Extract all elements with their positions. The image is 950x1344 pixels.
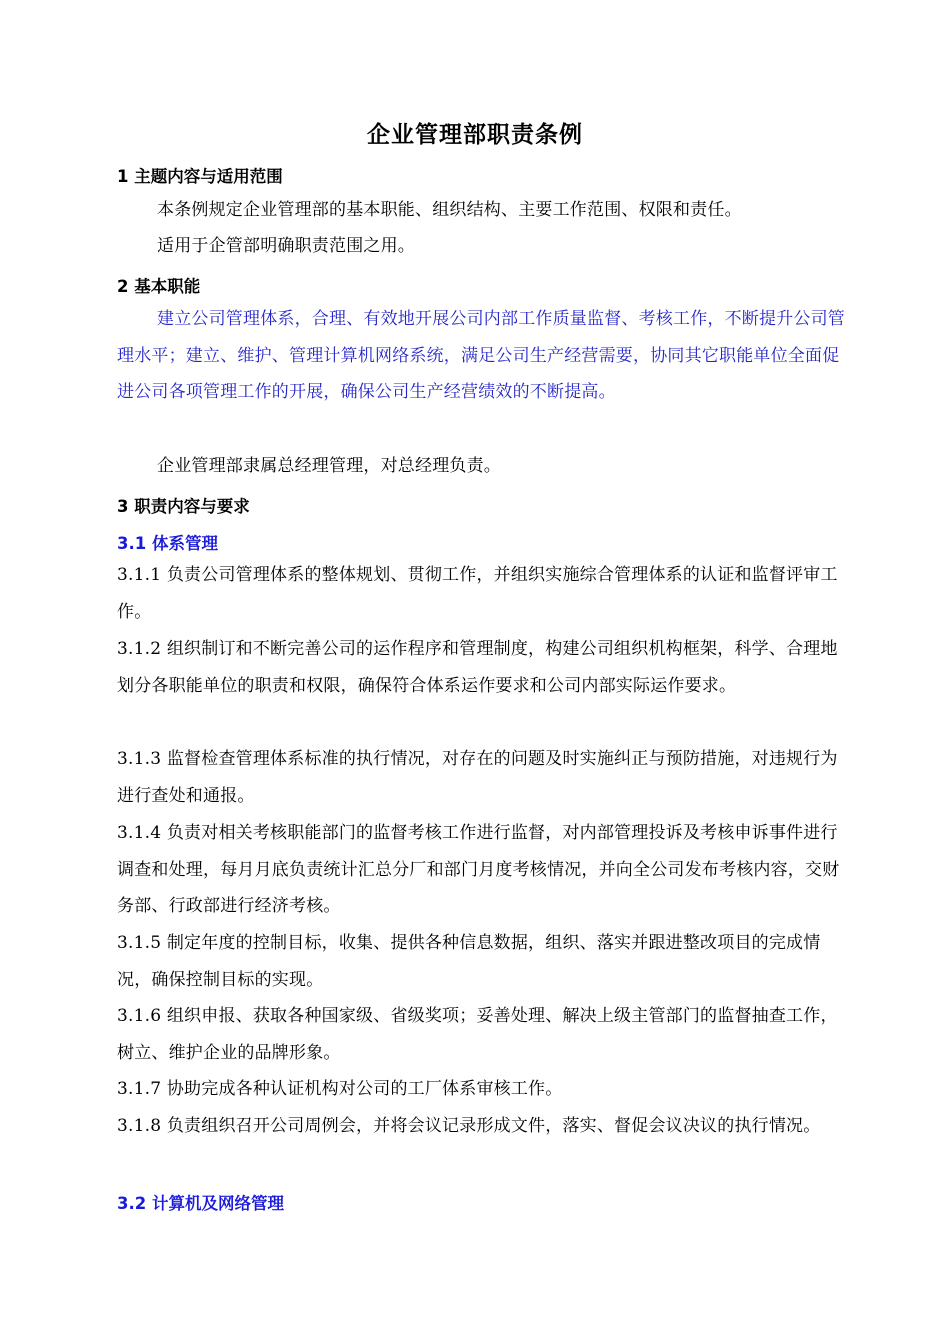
section-1-heading: 1 主题内容与适用范围 (117, 167, 283, 186)
list-item: 3.1.7 协助完成各种认证机构对公司的工厂体系审核工作。 (117, 1079, 563, 1099)
list-item: 3.1.8 负责组织召开公司周例会，并将会议记录形成文件，落实、督促会议决议的执行情况。 (117, 1116, 821, 1136)
section-2-paragraph: 建立公司管理体系，合理、有效地开展公司内部工作质量监督、考核工作，不断提升公司管理水平；建立、维护、管理计算机网络系统，满足公司生产经营需要，协同其它职能单位全面促进公司各项管理工作的开展，确保公司生产经营绩效的不断提高。 (117, 309, 845, 402)
section-1-paragraph: 适用于企管部明确职责范围之用。 (157, 236, 415, 256)
section-2-paragraph: 企业管理部隶属总经理管理，对总经理负责。 (157, 456, 501, 476)
document-title: 企业管理部职责条例 (367, 122, 583, 148)
list-item: 3.1.3 监督检查管理体系标准的执行情况，对存在的问题及时实施纠正与预防措施，对违规行为进行查处和通报。 (117, 749, 838, 806)
subsection-3-2-heading: 3.2 计算机及网络管理 (117, 1194, 284, 1213)
list-item: 3.1.2 组织制订和不断完善公司的运作程序和管理制度，构建公司组织机构框架，科学、合理地划分各职能单位的职责和权限，确保符合体系运作要求和公司内部实际运作要求。 (117, 639, 838, 696)
section-1-paragraph: 本条例规定企业管理部的基本职能、组织结构、主要工作范围、权限和责任。 (157, 200, 742, 220)
section-2-heading: 2 基本职能 (117, 277, 201, 296)
list-item: 3.1.5 制定年度的控制目标，收集、提供各种信息数据，组织、落实并跟进整改项目的完成情况，确保控制目标的实现。 (117, 933, 821, 990)
list-item: 3.1.4 负责对相关考核职能部门的监督考核工作进行监督，对内部管理投诉及考核申诉事件进行调查和处理，每月月底负责统计汇总分厂和部门月度考核情况，并向全公司发布考核内容，交财务部、行政部进行经济考核。 (117, 823, 840, 916)
list-item: 3.1.6 组织申报、获取各种国家级、省级奖项；妥善处理、解决上级主管部门的监督抽查工作，树立、维护企业的品牌形象。 (117, 1006, 838, 1063)
section-3-heading: 3 职责内容与要求 (117, 497, 250, 516)
subsection-3-1-heading: 3.1 体系管理 (117, 534, 218, 553)
list-item: 3.1.1 负责公司管理体系的整体规划、贯彻工作，并组织实施综合管理体系的认证和监督评审工作。 (117, 565, 838, 622)
